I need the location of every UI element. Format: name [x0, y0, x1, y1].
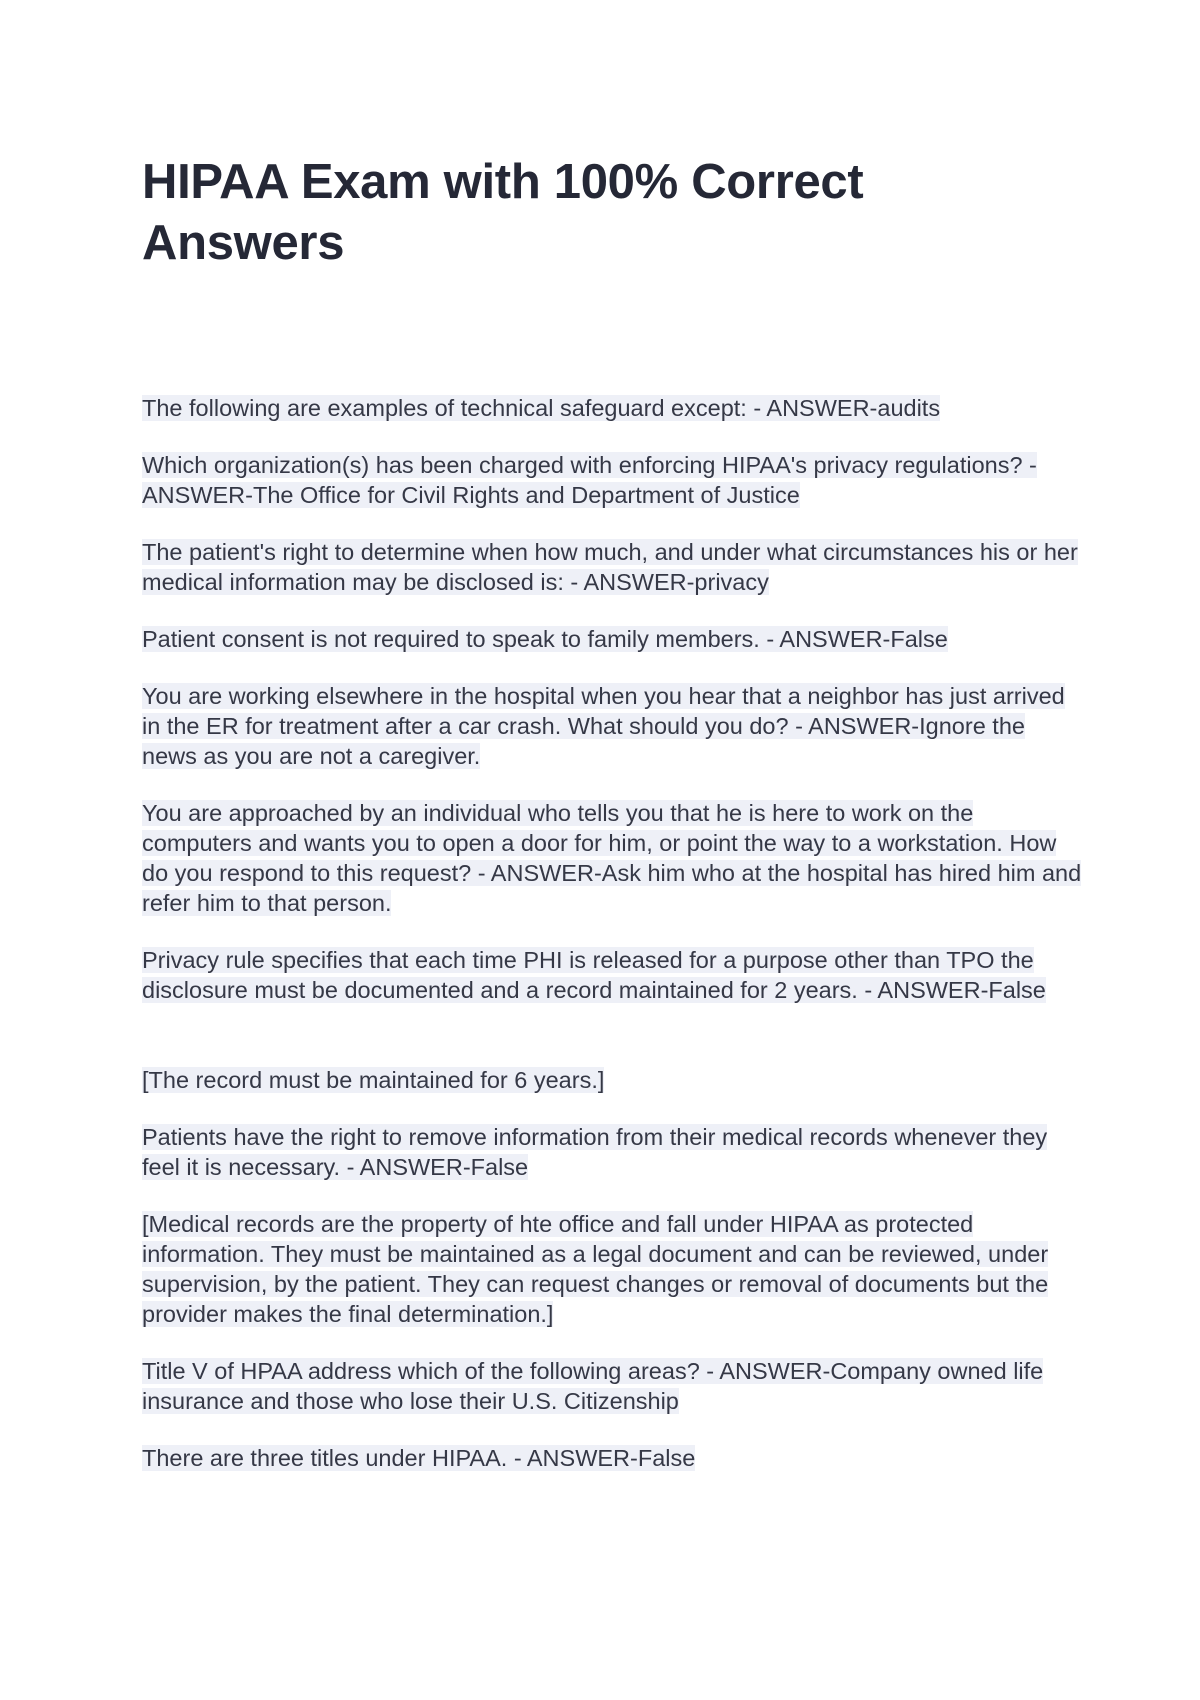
qa-text: Title V of HPAA address which of the following areas? - ANSWER-Company owned life insurance and those who lose their U.S. Citizenship — [142, 1358, 1044, 1414]
qa-item — [142, 450, 1082, 510]
qa-note-text: [The record must be maintained for 6 years.] — [142, 1067, 605, 1093]
qa-text: Patients have the right to remove information from their medical records whenever they feel it is necessary. - ANSWER-False — [142, 1124, 1048, 1180]
qa-item — [142, 798, 1082, 918]
qa-list — [142, 393, 1082, 1500]
qa-item — [142, 945, 1082, 1005]
document-title: HIPAA Exam with 100% Correct Answers — [142, 155, 864, 270]
qa-text: There are three titles under HIPAA. - ANSWER-False — [142, 1445, 696, 1471]
qa-note — [142, 1065, 1082, 1095]
qa-item — [142, 681, 1082, 771]
qa-text: Which organization(s) has been charged with enforcing HIPAA's privacy regulations? - ANSWER-The Office for Civil Rights and Department of Justice — [142, 452, 1037, 508]
qa-text: Patient consent is not required to speak to family members. - ANSWER-False — [142, 626, 948, 652]
qa-text: Privacy rule specifies that each time PHI is released for a purpose other than TPO the disclosure must be documented and a record maintained for 2 years. - ANSWER-False — [142, 947, 1046, 1003]
qa-note — [142, 1209, 1082, 1329]
qa-item — [142, 624, 1082, 654]
qa-item — [142, 537, 1082, 597]
qa-item — [142, 1443, 1082, 1473]
qa-item — [142, 1122, 1082, 1182]
qa-item — [142, 393, 1082, 423]
qa-note-text: [Medical records are the property of hte office and fall under HIPAA as protected information. They must be maintained as a legal document and can be reviewed, under supervision, by the patient. They can request changes or removal of documents but the provider makes the final determination.] — [142, 1211, 1049, 1327]
qa-text: The patient's right to determine when how much, and under what circumstances his or her medical information may be disclosed is: - ANSWER-privacy — [142, 539, 1078, 595]
qa-text: The following are examples of technical safeguard except: - ANSWER-audits — [142, 395, 941, 421]
qa-text: You are working elsewhere in the hospital when you hear that a neighbor has just arrived in the ER for treatment after a car crash. What should you do? - ANSWER-Ignore the news as you are not a caregiver. — [142, 683, 1065, 769]
qa-item — [142, 1356, 1082, 1416]
qa-text: You are approached by an individual who tells you that he is here to work on the computers and wants you to open a door for him, or point the way to a workstation. How do you respond to this request? - ANSWER-Ask him who at the hospital has hired him and refer him to that person. — [142, 800, 1082, 916]
